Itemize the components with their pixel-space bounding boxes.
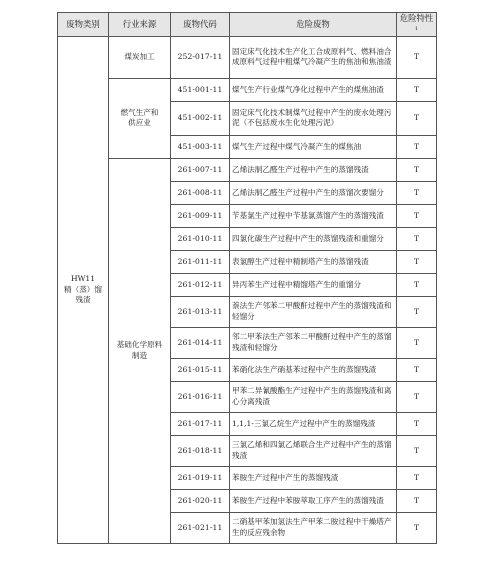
waste-code-cell: 261-012-11 — [171, 273, 230, 296]
waste-code-cell: 451-003-11 — [171, 135, 230, 158]
hazard-description-cell: 乙烯法制乙醛生产过程中产生的蒸馏次要馏分 — [230, 181, 397, 204]
hazard-property-cell: T — [397, 273, 437, 296]
table-row — [58, 78, 437, 101]
table-header-row — [58, 13, 437, 37]
waste-code-cell: 261-014-11 — [171, 327, 230, 358]
hazard-property-cell: T — [397, 227, 437, 250]
hazard-property-cell: T — [397, 181, 437, 204]
hazard-description-cell: 苄基氯生产过程中苄基氯蒸馏产生的蒸馏残渣 — [230, 204, 397, 227]
hazard-description-cell: 苯胺生产过程中苯胺萃取工序产生的蒸馏残渣 — [230, 489, 397, 512]
hazard-description-cell: 1,1,1-三氯乙烷生产过程中产生的蒸馏残渣 — [230, 412, 397, 435]
hazard-property-cell: T — [397, 135, 437, 158]
hazard-property-cell: T — [397, 101, 437, 135]
hazard-description-cell: 二硝基甲苯加氢法生产甲苯二胺过程中干燥塔产生的反应残余物 — [230, 512, 397, 543]
hazard-property-cell: T — [397, 435, 437, 466]
hazard-description-cell: 异丙苯生产过程中精馏塔产生的重馏分 — [230, 273, 397, 296]
hazard-property-cell: T — [397, 381, 437, 412]
hazard-description-cell: 四氯化碳生产过程中产生的蒸馏残渣和重馏分 — [230, 227, 397, 250]
table-row — [58, 36, 437, 78]
industry-source-cell: 基础化学原料 制造 — [109, 158, 171, 543]
header-industry: 行业来源 — [109, 13, 171, 37]
waste-code-cell: 261-021-11 — [171, 512, 230, 543]
waste-category-cell: HW11 精（蒸）馏 残渣 — [58, 36, 109, 543]
waste-code-cell: 261-011-11 — [171, 250, 230, 273]
header-category: 废物类别 — [58, 13, 109, 37]
waste-code-cell: 261-007-11 — [171, 158, 230, 181]
waste-code-cell: 261-008-11 — [171, 181, 230, 204]
header-property-note: 1 — [414, 25, 419, 32]
hazard-property-cell: T — [397, 296, 437, 327]
hazard-description-cell: 煤气生产过程中煤气冷凝产生的煤焦油 — [230, 135, 397, 158]
industry-source-cell: 煤炭加工 — [109, 36, 171, 78]
hazard-property-cell: T — [397, 36, 437, 78]
industry-source-cell: 燃气生产和 供应业 — [109, 78, 171, 158]
hazard-property-cell: T — [397, 158, 437, 181]
waste-code-cell: 261-017-11 — [171, 412, 230, 435]
hazard-property-cell: T — [397, 204, 437, 227]
hazard-property-cell: T — [397, 78, 437, 101]
hazard-property-cell: T — [397, 327, 437, 358]
hazard-property-cell: T — [397, 412, 437, 435]
hazard-description-cell: 煤气生产行业煤气净化过程中产生的煤焦油渣 — [230, 78, 397, 101]
hazard-property-cell: T — [397, 250, 437, 273]
waste-code-cell: 261-013-11 — [171, 296, 230, 327]
hazard-description-cell: 甲苯二异氰酸酯生产过程中产生的蒸馏残渣和离心分离残渣 — [230, 381, 397, 412]
hazard-description-cell: 三氯乙烯和四氯乙烯联合生产过程中产生的蒸馏残渣 — [230, 435, 397, 466]
waste-code-cell: 451-001-11 — [171, 78, 230, 101]
waste-code-cell: 252-017-11 — [171, 36, 230, 78]
waste-code-cell: 451-002-11 — [171, 101, 230, 135]
waste-code-cell: 261-015-11 — [171, 358, 230, 381]
hazard-property-cell: T — [397, 466, 437, 489]
table-body — [58, 36, 437, 543]
header-hazard: 危险废物 — [230, 13, 397, 37]
waste-code-cell: 261-016-11 — [171, 381, 230, 412]
hazard-description-cell: 乙烯法制乙醛生产过程中产生的蒸馏残渣 — [230, 158, 397, 181]
hazard-property-cell: T — [397, 489, 437, 512]
hazard-description-cell: 萘法生产邻苯二甲酸酐过程中产生的蒸馏残渣和轻馏分 — [230, 296, 397, 327]
header-property — [397, 13, 437, 37]
header-code: 废物代码 — [171, 13, 230, 37]
hazard-property-cell: T — [397, 358, 437, 381]
hazard-description-cell: 固定床气化技术生产化工合成原料气、燃料油合成原料气过程中粗煤气冷凝产生的焦油和焦油渣 — [230, 36, 397, 78]
waste-code-cell: 261-018-11 — [171, 435, 230, 466]
table-row — [58, 158, 437, 181]
hazardous-waste-table — [57, 12, 437, 544]
hazard-description-cell: 苯硝化法生产硝基苯过程中产生的蒸馏残渣 — [230, 358, 397, 381]
hazard-description-cell: 苯胺生产过程中产生的蒸馏残渣 — [230, 466, 397, 489]
hazard-description-cell: 固定床气化技术制煤气过程中产生的废水处理污泥（不包括废水生化处理污泥） — [230, 101, 397, 135]
waste-code-cell: 261-009-11 — [171, 204, 230, 227]
hazard-property-cell: T — [397, 512, 437, 543]
header-property-label: 危险特性 — [399, 13, 434, 23]
hazard-description-cell: 邻二甲苯法生产邻苯二甲酸酐过程中产生的蒸馏残渣和轻馏分 — [230, 327, 397, 358]
hazard-description-cell: 表氯醇生产过程中精制塔产生的蒸馏残渣 — [230, 250, 397, 273]
waste-code-cell: 261-010-11 — [171, 227, 230, 250]
waste-code-cell: 261-020-11 — [171, 489, 230, 512]
waste-code-cell: 261-019-11 — [171, 466, 230, 489]
